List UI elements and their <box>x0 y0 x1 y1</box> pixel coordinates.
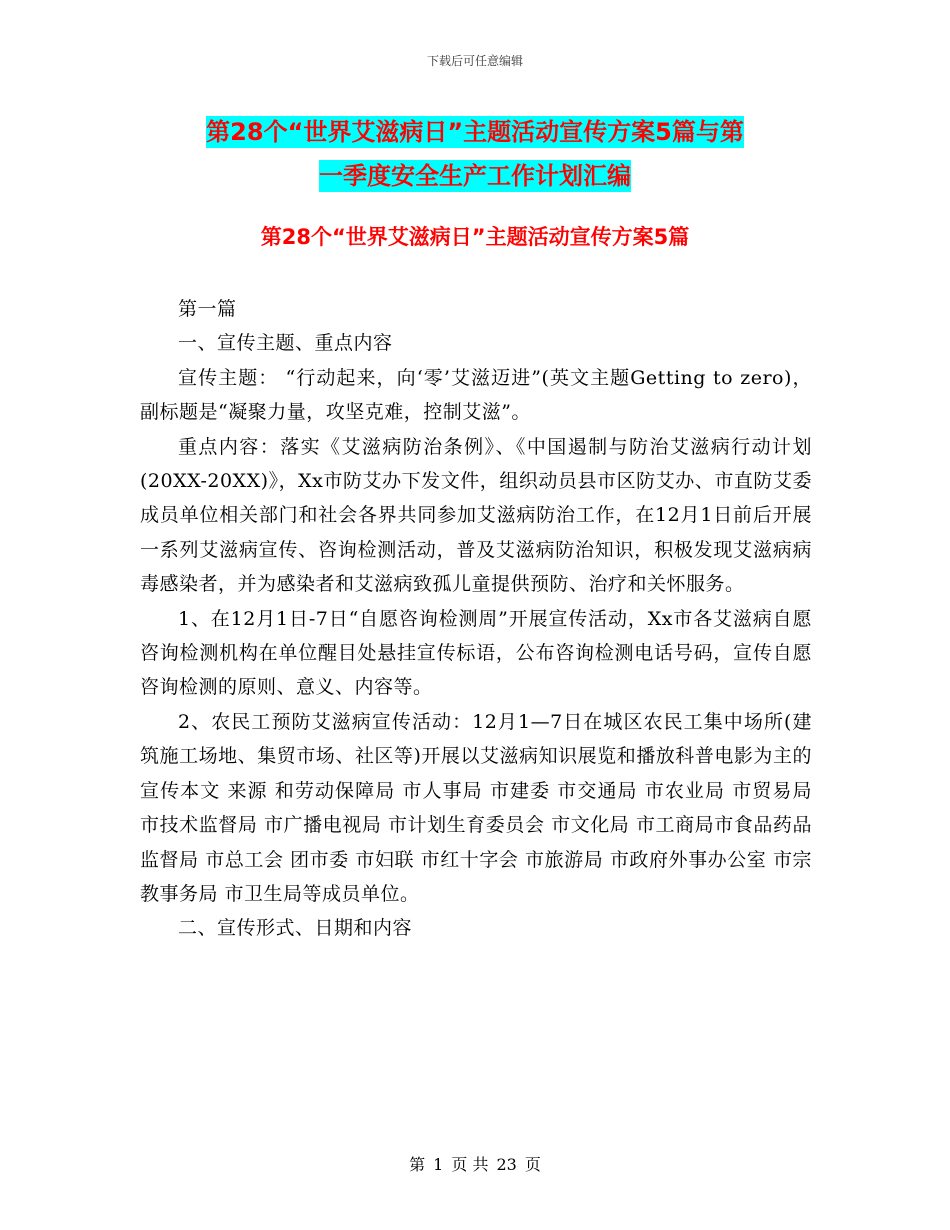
page-header-note: 下载后可任意编辑 <box>426 54 523 68</box>
paragraph-item-1: 1、在12月1日-7日“自愿咨询检测周”开展宣传活动，Xx市各艾滋病自愿咨询检测机构在单位醒目处悬挂宣传标语，公布咨询检测电话号码，宣传自愿咨询检测的原则、意义、内容等。 <box>140 607 812 699</box>
footer-total-pages: 23 <box>496 1155 517 1174</box>
footer-middle: 页 共 <box>451 1155 489 1174</box>
paragraph-section-heading-2: 二、宣传形式、日期和内容 <box>178 917 413 940</box>
footer-prefix: 第 <box>409 1155 426 1174</box>
paragraph-theme: 宣传主题： “行动起来，向‘零’艾滋迈进”(英文主题Getting to zero)，副标题是“凝聚力量，攻坚克难，控制艾滋”。 <box>140 366 812 424</box>
document-body <box>140 292 812 946</box>
paragraph-item-2: 2、农民工预防艾滋病宣传活动：12月1—7日在城区农民工集中场所(建筑施工场地、集贸市场、社区等)开展以艾滋病知识展览和播放科普电影为主的宣传本文 来源 和劳动保障局 市人事局 市建委 市交通局 市农业局 市贸易局 市技术监督局 市广播电视局 市计划生育委员会 市文化局 市工商局市食品药品监督局 市总工会 团市委 市妇联 市红十字会 市旅游局 市政府外事办公室 市宗教事务局 市卫生局等成员单位。 <box>140 710 812 905</box>
document-title <box>140 110 810 198</box>
footer-current-page: 1 <box>433 1155 444 1174</box>
section-title: 第28个“世界艾滋病日”主题活动宣传方案5篇 <box>260 225 690 249</box>
title-line-1: 第28个“世界艾滋病日”主题活动宣传方案5篇与第 <box>206 118 744 146</box>
paragraph-key-content: 重点内容：落实《艾滋病防治条例》、《中国遏制与防治艾滋病行动计划(20XX-20XX)》，Xx市防艾办下发文件，组织动员县市区防艾办、市直防艾委成员单位相关部门和社会各界共同参加艾滋病防治工作，在12月1日前后开展一系列艾滋病宣传、咨询检测活动，普及艾滋病防治知识，积极发现艾滋病病毒感染者，并为感染者和艾滋病致孤儿童提供预防、治疗和关怀服务。 <box>140 435 812 596</box>
paragraph-section-heading: 一、宣传主题、重点内容 <box>178 332 393 355</box>
title-line-2: 一季度安全生产工作计划汇编 <box>319 162 631 190</box>
page-footer <box>0 1155 950 1175</box>
paragraph-part-heading: 第一篇 <box>178 298 237 320</box>
footer-suffix: 页 <box>524 1155 541 1174</box>
